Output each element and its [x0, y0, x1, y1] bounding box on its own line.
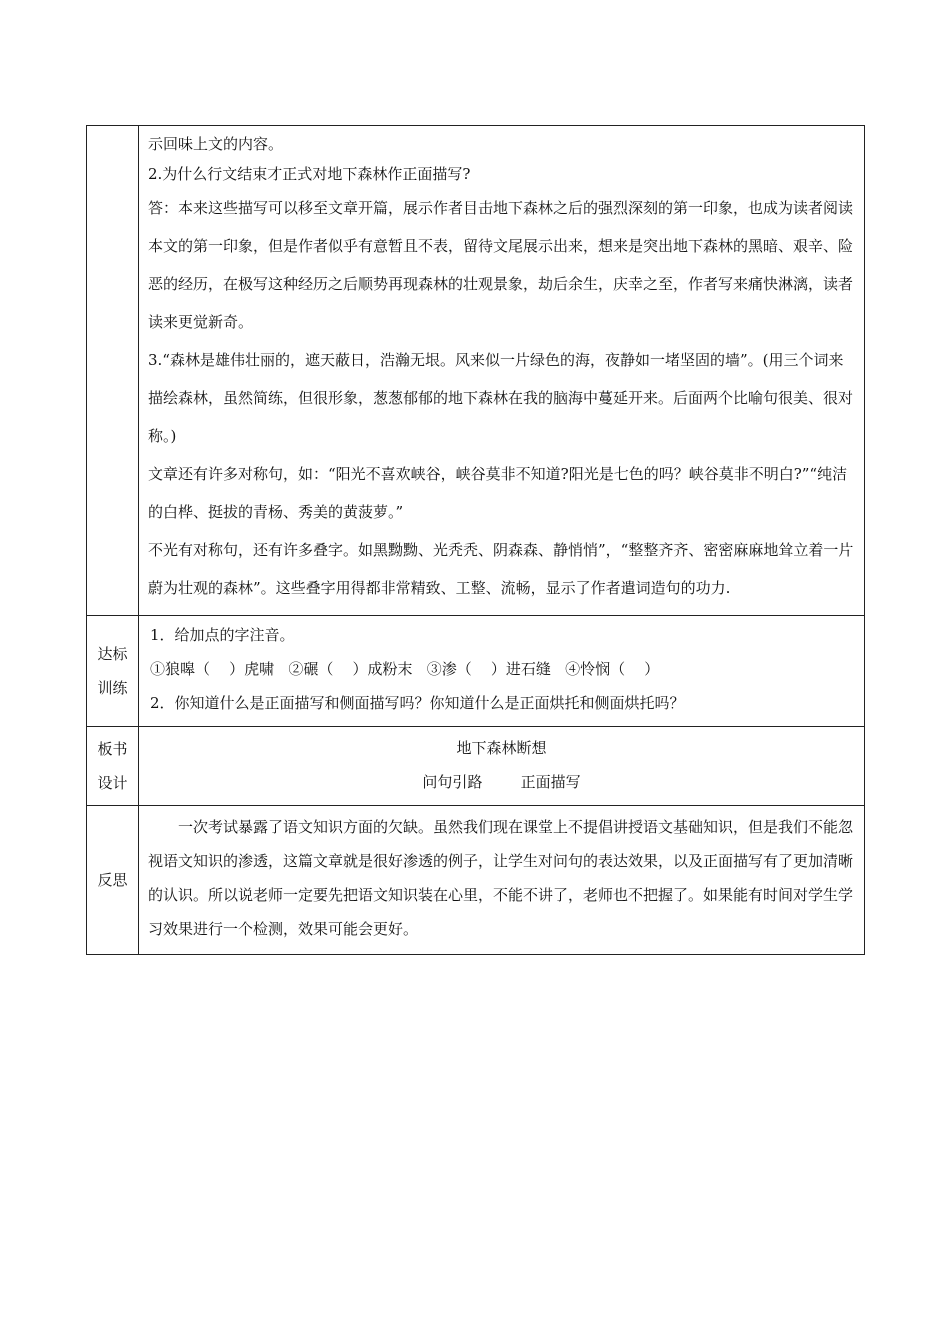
- board-design-cell: [139, 727, 865, 806]
- table-row: [87, 727, 865, 806]
- row-label-empty: [87, 126, 139, 616]
- exercise-line: 2．你知道什么是正面描写和侧面描写吗？你知道什么是正面烘托和侧面烘托吗？: [150, 694, 685, 712]
- paragraph: 2.为什么行文结束才正式对地下森林作正面描写?: [148, 165, 471, 183]
- paragraph: 文章还有许多对称句，如：“阳光不喜欢峡谷，峡谷莫非不知道?阳光是七色的吗？峡谷莫非不明白?”“纯洁的白桦、挺拔的青杨、秀美的黄菠萝。”: [148, 465, 848, 521]
- board-subtitle: 问句引路 正面描写: [422, 773, 581, 791]
- paragraph: 答：本来这些描写可以移至文章开篇，展示作者目击地下森林之后的强烈深刻的第一印象，也成为读者阅读本文的第一印象，但是作者似乎有意暂且不表，留待文尾展示出来，想来是突出地下森林的黑暗、艰辛、险恶的经历，在极写这种经历之后顺势再现森林的壮观景象，劫后余生，庆幸之至，作者写来痛快淋漓，读者读来更觉新奇。: [148, 199, 854, 331]
- board-title: 地下森林断想: [456, 739, 547, 757]
- analysis-cell: [139, 126, 865, 616]
- table-row: [87, 126, 865, 616]
- row-label-board: 板书 设计: [87, 727, 139, 806]
- paragraph: 3.“森林是雄伟壮丽的，遮天蔽日，浩瀚无垠。风来似一片绿色的海，夜静如一堵坚固的墙”。(用三个词来描绘森林，虽然简练，但很形象，葱葱郁郁的地下森林在我的脑海中蔓延开来。后面两个比喻句很美、很对称。): [148, 351, 854, 445]
- row-label-practice: 达标 训练: [87, 616, 139, 727]
- table-row: [87, 616, 865, 727]
- row-label-reflection: 反思: [87, 806, 139, 955]
- reflection-cell: [139, 806, 865, 955]
- paragraph: 示回味上文的内容。: [148, 135, 284, 153]
- exercise-line: 1．给加点的字注音。: [150, 626, 295, 644]
- paragraph: 不光有对称句，还有许多叠字。如黑黝黝、光秃秃、阴森森、静悄悄”，“整整齐齐、密密麻麻地耸立着一片蔚为壮观的森林”。这些叠字用得都非常精致、工整、流畅，显示了作者遣词造句的功力.: [148, 541, 854, 597]
- lesson-plan-table: [86, 125, 865, 955]
- practice-cell: [139, 616, 865, 727]
- reflection-text: 一次考试暴露了语文知识方面的欠缺。虽然我们现在课堂上不提倡讲授语文基础知识，但是我们不能忽视语文知识的渗透，这篇文章就是很好渗透的例子，让学生对问句的表达效果，以及正面描写有了更加清晰的认识。所以说老师一定要先把语文知识装在心里，不能不讲了，老师也不把握了。如果能有时间对学生学习效果进行一个检测，效果可能会更好。: [148, 818, 854, 938]
- exercise-line: ①狼嗥（ ）虎啸 ②碾（ ）成粉末 ③渗（ ）进石缝 ④怜悯（ ）: [150, 660, 660, 678]
- table-row: [87, 806, 865, 955]
